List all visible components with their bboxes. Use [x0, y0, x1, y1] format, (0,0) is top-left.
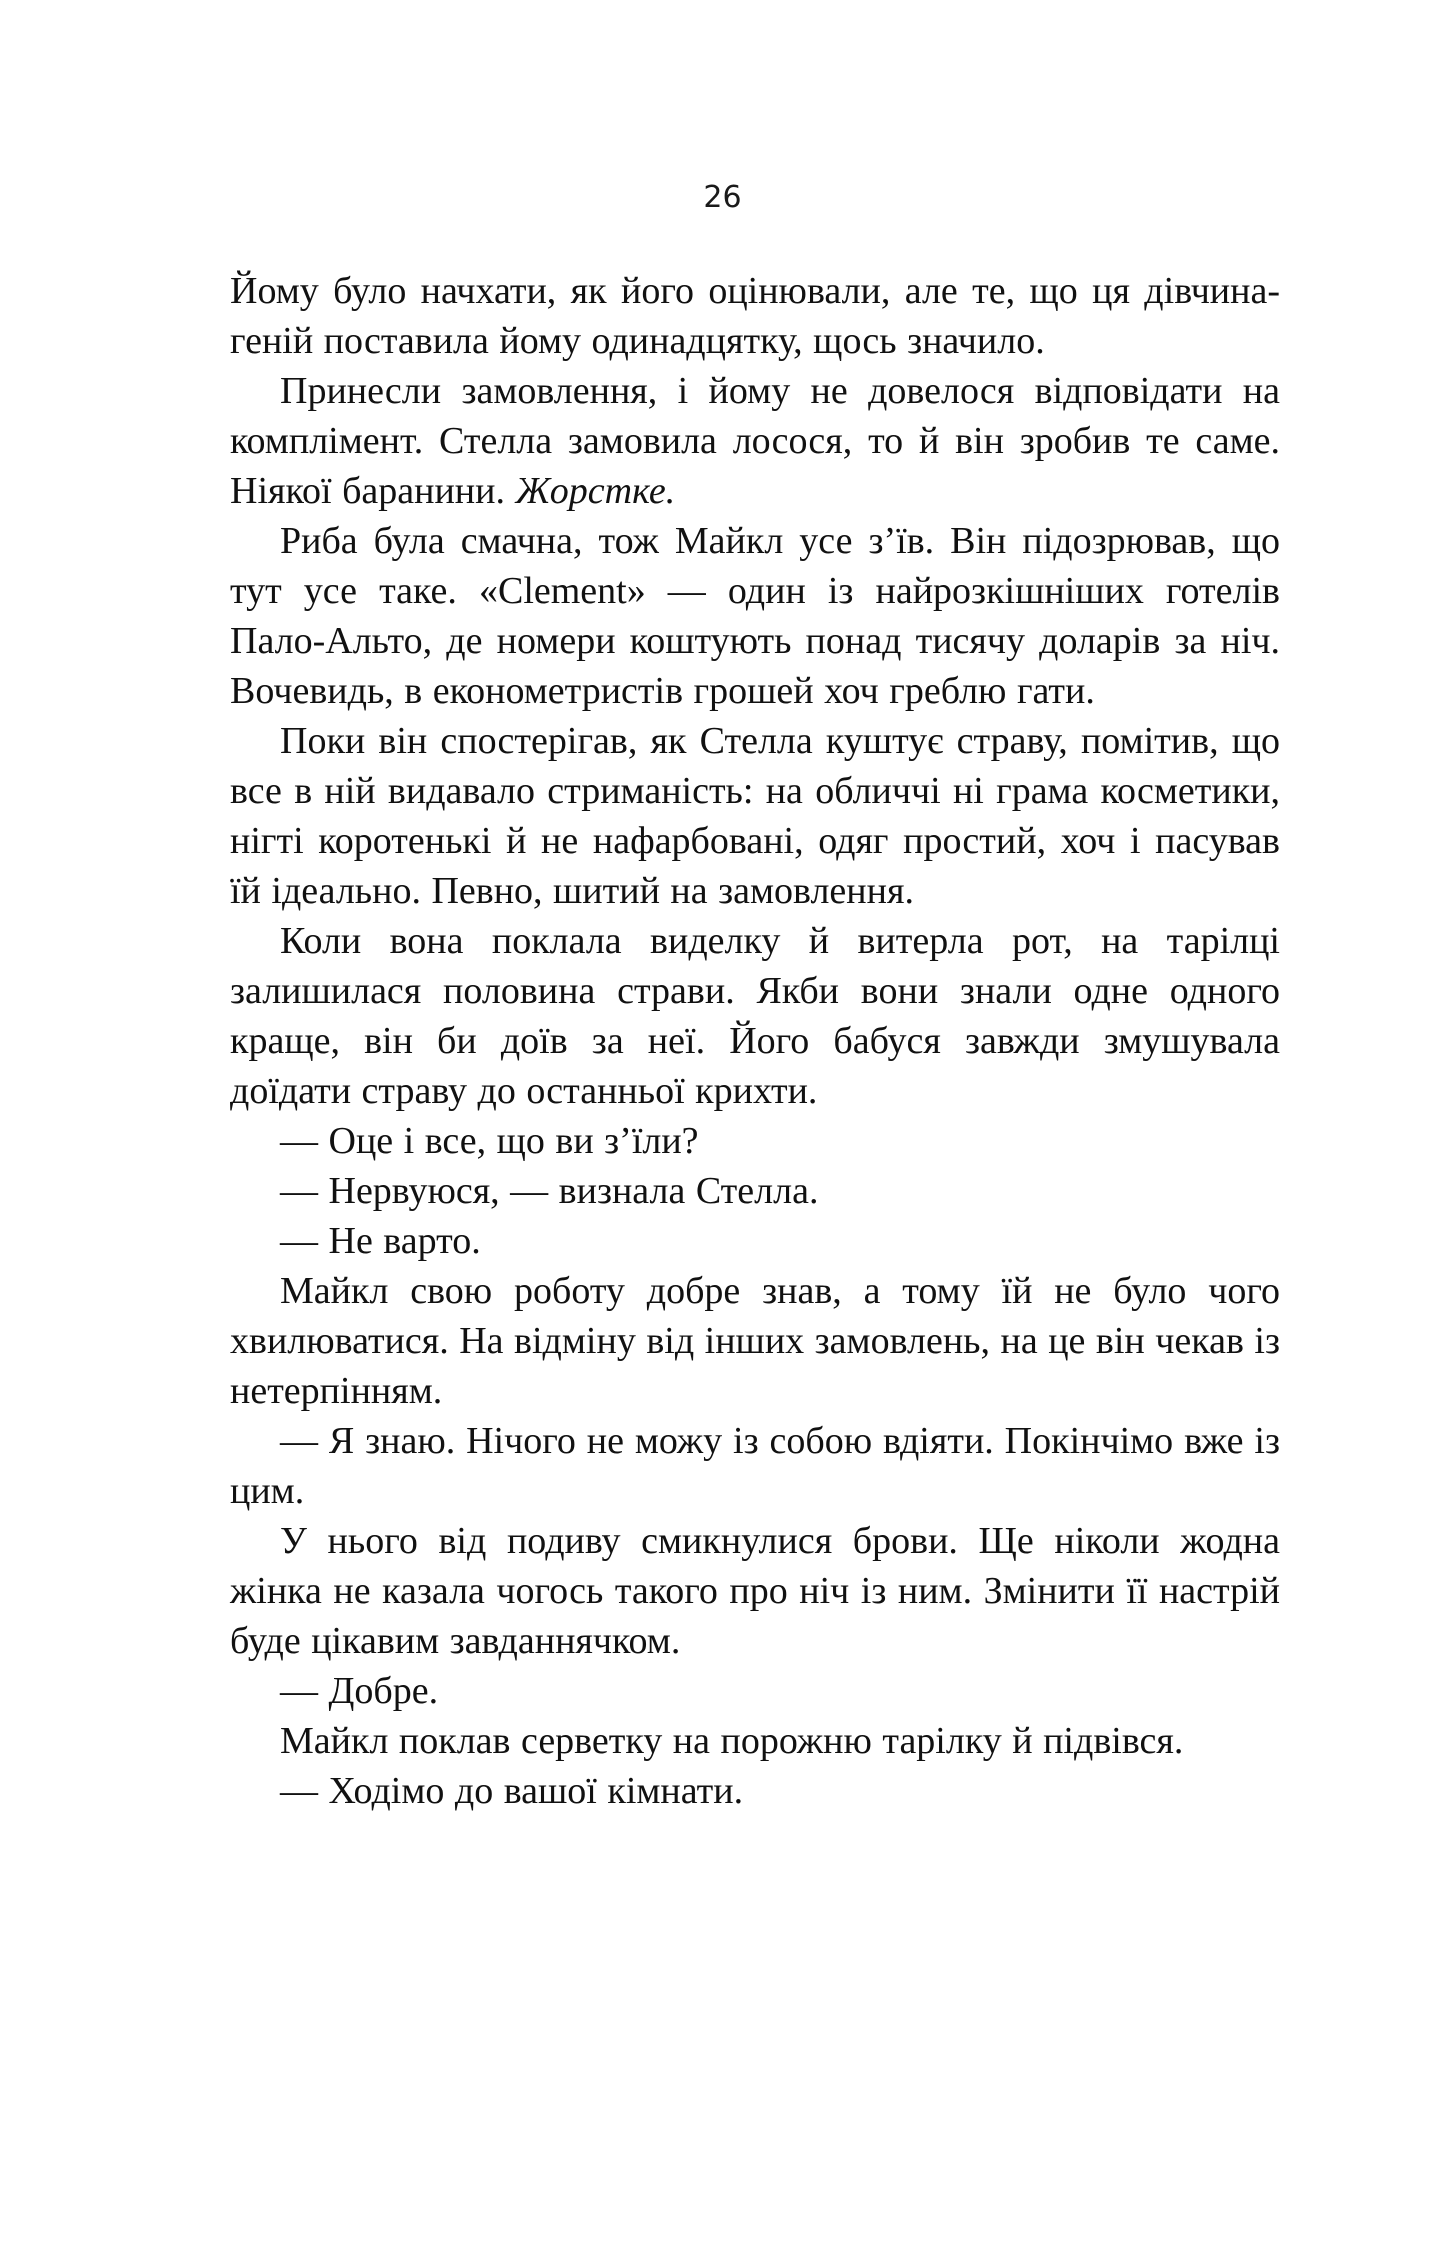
- paragraph-5: Коли вона поклала виделку й витерла рот, на тарілці залишилася половина страви. Якби вони знали одне одного краще, він би доїв за неї. Його бабуся завжди змушувала доїдати страву до останньої крихти.: [230, 920, 1280, 1112]
- paragraph-3: Риба була смачна, тож Майкл усе з’їв. Він підозрював, що тут усе таке. «Clement» — один із найрозкішніших готелів Пало-Альто, де номери коштують понад тисячу доларів за ніч. Вочевидь, в економетристів грошей хоч греблю гати.: [230, 520, 1280, 712]
- dialogue-line-4: — Я знаю. Нічого не можу із собою вдіяти. Покінчімо вже із цим.: [230, 1420, 1280, 1512]
- paragraph-2-emphasis: Жорстке.: [515, 470, 676, 512]
- paragraph-4: Поки він спостерігав, як Стелла куштує страву, помітив, що все в ній видавало стриманість: на обличчі ні грама косметики, нігті коротенькі й не нафарбовані, одяг простий, хоч і пасував їй ідеально. Певно, шитий на замовлення.: [230, 720, 1280, 912]
- paragraph-2: [230, 366, 1280, 516]
- paragraph-13: Майкл поклав серветку на порожню тарілку й підвівся.: [280, 1720, 1184, 1762]
- dialogue-line-5: — Добре.: [280, 1670, 439, 1712]
- page-number: 26: [703, 180, 742, 215]
- dialogue-line-6: — Ходімо до вашої кімнати.: [280, 1770, 744, 1812]
- body-text: [230, 266, 1280, 1816]
- dialogue-line-1: — Оце і все, що ви з’їли?: [280, 1120, 699, 1162]
- dialogue-line-2: — Нервуюся, — визнала Стелла.: [280, 1170, 819, 1212]
- dialogue-line-3: — Не варто.: [280, 1220, 481, 1262]
- paragraph-9: Майкл свою роботу добре знав, а тому їй не було чого хвилюватися. На відміну від інших замовлень, на це він чекав із нетерпінням.: [230, 1270, 1280, 1412]
- paragraph-11: У нього від подиву смикнулися брови. Ще ніколи жодна жінка не казала чогось такого про ніч із ним. Змінити її настрій буде цікавим завданнячком.: [230, 1520, 1280, 1662]
- paragraph-1: Йому було начхати, як його оцінювали, але те, що ця дівчина-геній поставила йому одинадцятку, щось значило.: [230, 270, 1280, 362]
- paragraph-2-text: Принесли замовлення, і йому не довелося відповідати на комплімент. Стелла замовила лосося, то й він зробив те саме. Ніякої баранини.: [230, 370, 1280, 512]
